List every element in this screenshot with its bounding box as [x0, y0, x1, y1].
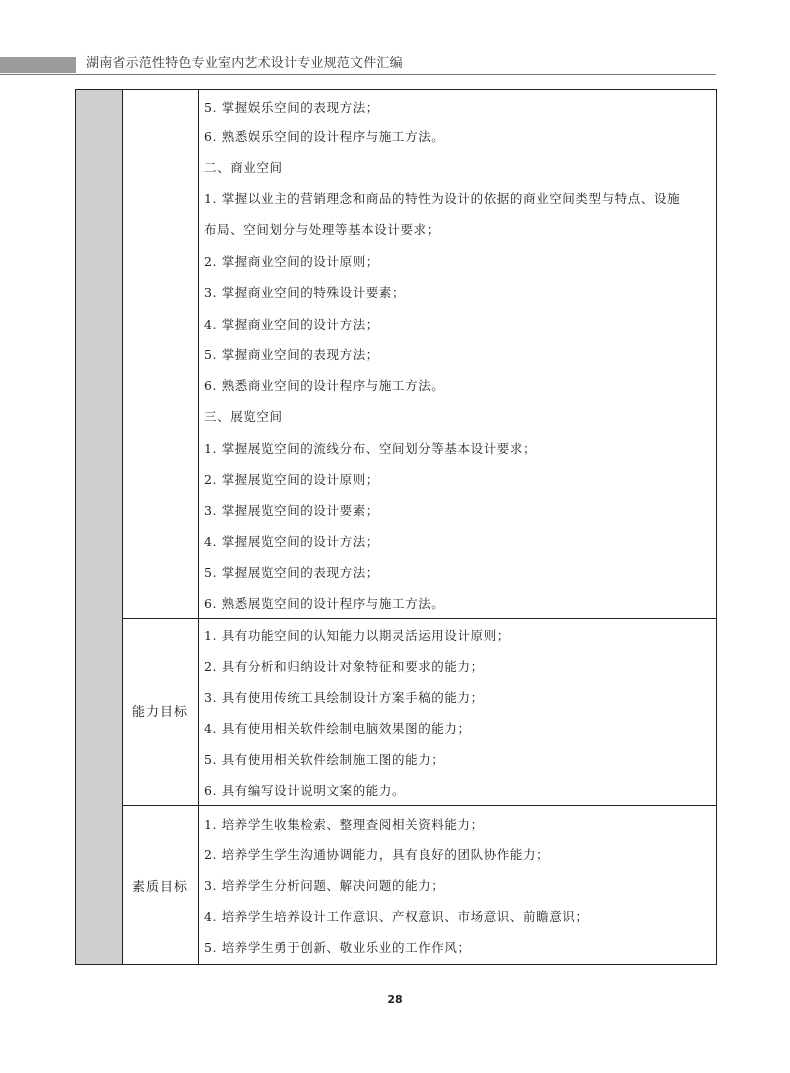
table-bottom-border [75, 964, 716, 965]
ability-line: 2. 具有分析和归纳设计对象特征和要求的能力； [204, 659, 484, 674]
running-header-title: 湖南省示范性特色专业室内艺术设计专业规范文件汇编 [86, 56, 403, 71]
table-column-divider-2 [198, 89, 199, 965]
quality-line: 5. 培养学生勇于创新、敬业乐业的工作作风； [204, 940, 471, 955]
knowledge-line: 6. 熟悉商业空间的设计程序与施工方法。 [204, 378, 445, 393]
knowledge-line: 3. 掌握商业空间的特殊设计要素； [204, 285, 406, 300]
table-row-divider-quality [122, 805, 716, 806]
knowledge-line: 3. 掌握展览空间的设计要素； [204, 503, 379, 518]
knowledge-line: 5. 掌握娱乐空间的表现方法； [204, 100, 379, 115]
header-rule [0, 74, 716, 75]
quality-line: 4. 培养学生培养设计工作意识、产权意识、市场意识、前瞻意识； [204, 909, 589, 924]
knowledge-line: 5. 掌握展览空间的表现方法； [204, 565, 379, 580]
quality-line: 1. 培养学生收集检索、整理查阅相关资料能力； [204, 817, 484, 832]
knowledge-line: 5. 掌握商业空间的表现方法； [204, 347, 379, 362]
ability-line: 6. 具有编写设计说明文案的能力。 [204, 783, 406, 798]
table-column-divider-1 [122, 89, 123, 965]
knowledge-line: 6. 熟悉娱乐空间的设计程序与施工方法。 [204, 129, 445, 144]
header-band [0, 57, 76, 73]
ability-goal-label: 能力目标 [131, 705, 188, 720]
table-right-border [716, 89, 717, 965]
table-top-border [75, 89, 716, 90]
section-heading: 三、展览空间 [204, 409, 283, 424]
quality-line: 2. 培养学生学生沟通协调能力，具有良好的团队协作能力； [204, 847, 550, 862]
page-number: 28 [387, 993, 403, 1006]
quality-goal-label: 素质目标 [131, 880, 188, 895]
ability-line: 1. 具有功能空间的认知能力以期灵活运用设计原则； [204, 628, 510, 643]
section-heading: 二、商业空间 [204, 160, 283, 175]
ability-line: 5. 具有使用相关软件绘制施工图的能力； [204, 752, 445, 767]
knowledge-line: 6. 熟悉展览空间的设计程序与施工方法。 [204, 596, 445, 611]
table-left-border [75, 89, 76, 965]
ability-line: 4. 具有使用相关软件绘制电脑效果图的能力； [204, 721, 471, 736]
knowledge-line: 布局、空间划分与处理等基本设计要求； [204, 222, 440, 237]
table-grey-column [75, 89, 122, 965]
table-row-divider-ability [122, 618, 716, 619]
knowledge-line: 2. 掌握展览空间的设计原则； [204, 472, 379, 487]
knowledge-line: 4. 掌握展览空间的设计方法； [204, 534, 379, 549]
knowledge-line: 2. 掌握商业空间的设计原则； [204, 254, 379, 269]
quality-line: 3. 培养学生分析问题、解决问题的能力； [204, 878, 445, 893]
knowledge-line: 1. 掌握以业主的营销理念和商品的特性为设计的依据的商业空间类型与特点、设施 [204, 191, 681, 206]
ability-line: 3. 具有使用传统工具绘制设计方案手稿的能力； [204, 690, 484, 705]
knowledge-line: 4. 掌握商业空间的设计方法； [204, 317, 379, 332]
knowledge-line: 1. 掌握展览空间的流线分布、空间划分等基本设计要求； [204, 441, 537, 456]
